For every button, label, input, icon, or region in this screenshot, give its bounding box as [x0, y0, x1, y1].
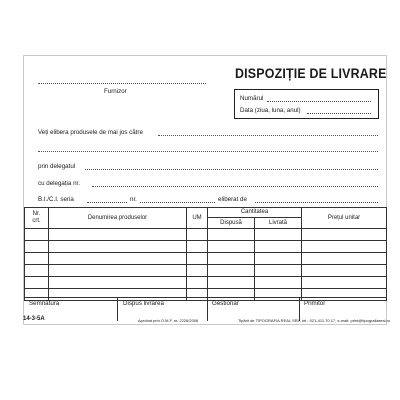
supplier-label: Furnizor [104, 88, 127, 95]
col-delivered-header: Livrată [255, 218, 302, 229]
table-row[interactable] [25, 241, 387, 253]
supplier-line[interactable] [38, 83, 206, 84]
col-name-header: Denumirea produselor [49, 208, 187, 229]
form-title: DISPOZIȚIE DE LIVRARE [235, 66, 387, 81]
col-qty-header: Cantitatea [208, 208, 302, 218]
issued-by-line[interactable] [255, 202, 378, 203]
release-label: Veți elibera produsele de mai jos către [38, 129, 143, 136]
col-um-header: UM [187, 208, 208, 229]
number-date-box [234, 89, 379, 119]
form-sheet [23, 55, 387, 325]
col-disposed-header: Dispusă [208, 218, 255, 229]
col-crt: crt. [32, 218, 41, 224]
products-table [24, 207, 387, 301]
id-number-label: nr. [130, 196, 137, 203]
issued-by-label: eliberat de [218, 196, 247, 203]
signature-label: Semnătura [29, 300, 60, 307]
release-line[interactable] [158, 135, 378, 136]
date-label: Data (ziua, luna, anul) [240, 107, 301, 114]
printer-note: Tipărit de TIPOGRAFIA REAL SRL, tel.: 021-411.70.17, e-mail: print@tipografiareal.ro [238, 318, 391, 323]
col-nr-header [25, 208, 49, 229]
table-row[interactable] [25, 229, 387, 241]
dispatch-label: Dispus livrarea [123, 300, 164, 307]
number-label: Numărul [240, 95, 264, 102]
release-line-2[interactable] [38, 151, 378, 152]
delegate-label: prin delegatul [38, 163, 76, 170]
id-series-line[interactable] [87, 202, 127, 203]
table-row[interactable] [25, 277, 387, 289]
delegation-line[interactable] [92, 186, 378, 187]
date-line[interactable] [307, 113, 371, 114]
delegation-label: cu delegația nr. [38, 180, 80, 187]
id-number-line[interactable] [140, 202, 215, 203]
table-row[interactable] [25, 265, 387, 277]
table-row[interactable] [25, 253, 387, 265]
number-line[interactable] [267, 101, 371, 102]
form-code: 14-3-5A [23, 316, 45, 322]
delegate-line[interactable] [85, 169, 378, 170]
manager-label: Gestionar [212, 300, 239, 307]
id-series-label: B.I./C.I. seria [38, 196, 74, 203]
col-nr: Nr. [32, 211, 41, 217]
approval-note: Aprobat prin O.M.F. nr. 2226/2006 [138, 318, 199, 323]
receiver-label: Primitor [304, 300, 326, 307]
col-price-header: Prețul unitar [302, 208, 387, 229]
